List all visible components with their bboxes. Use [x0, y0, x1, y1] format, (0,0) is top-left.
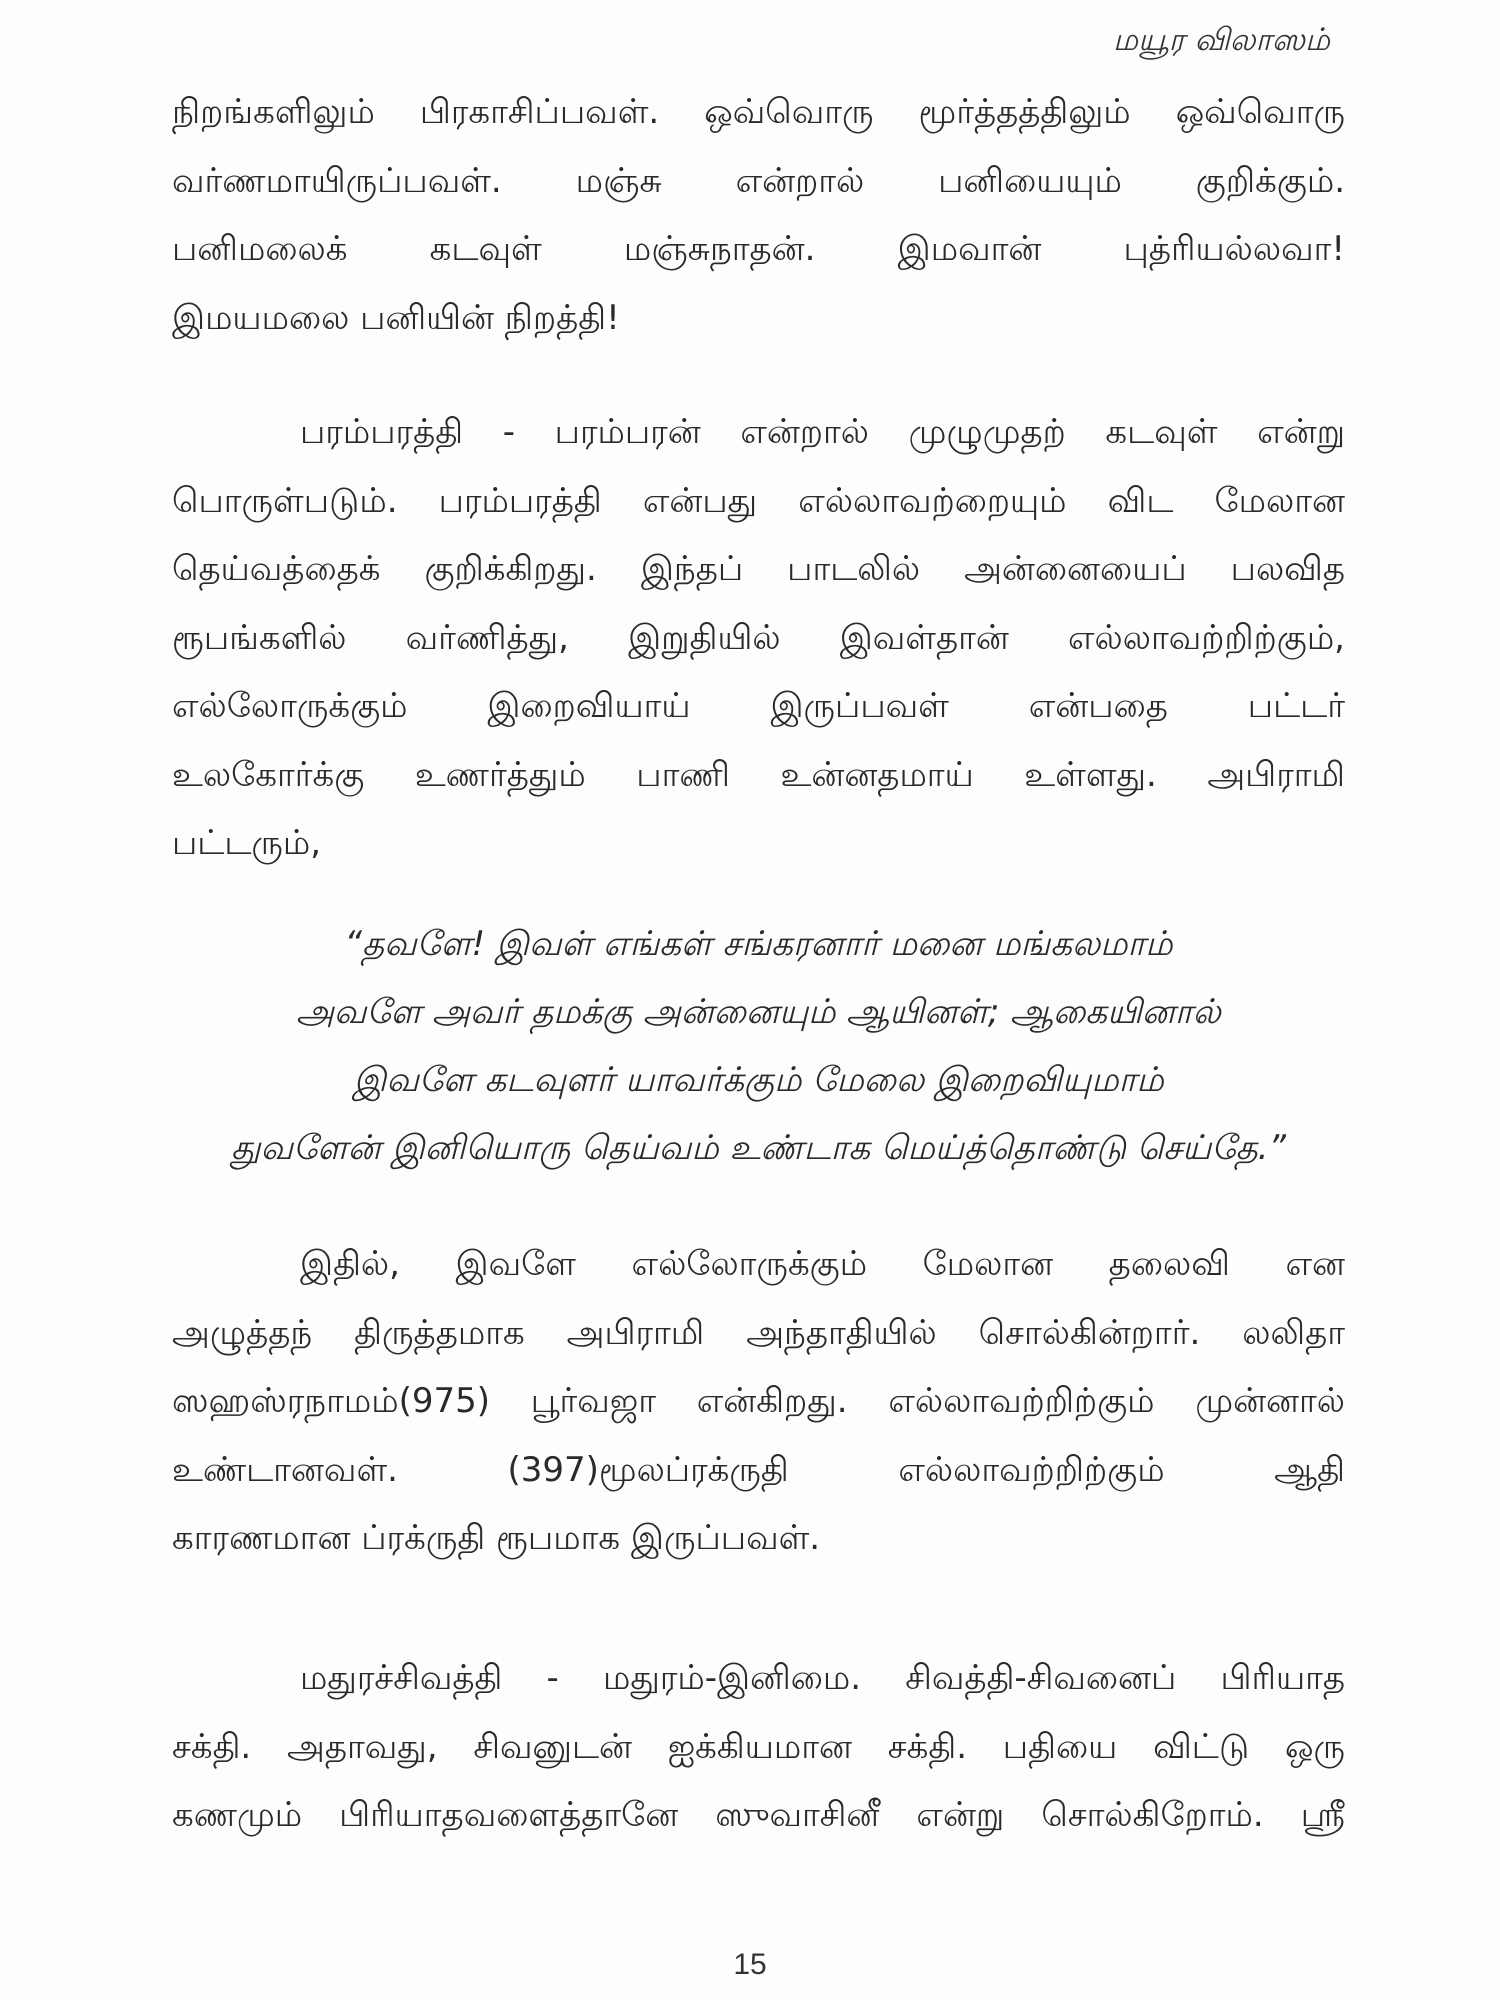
paragraph-line: அழுத்தந் திருத்தமாக அபிராமி அந்தாதியில் சொல்கின்றார். லலிதா: [172, 1312, 1345, 1353]
paragraph-line: உண்டானவள். (397)மூலப்ரக்ருதி எல்லாவற்றிற்கும் ஆதி: [172, 1449, 1345, 1490]
paragraph-line: வர்ணமாயிருப்பவள். மஞ்சு என்றால் பனியையும் குறிக்கும்.: [172, 160, 1345, 201]
paragraph-line: காரணமான ப்ரக்ருதி ரூபமாக இருப்பவள்.: [172, 1518, 821, 1558]
paragraph-line: இதில், இவளே எல்லோருக்கும் மேலான தலைவி என: [300, 1244, 1345, 1284]
paragraph-line: இமயமலை பனியின் நிறத்தி!: [172, 297, 620, 338]
verse-line: இவளே கடவுளர் யாவர்க்கும் மேலை இறைவியுமாம்: [353, 1060, 1164, 1100]
paragraph-line: ஸஹஸ்ரநாமம்(975) பூர்வஜா என்கிறது. எல்லாவற்றிற்கும் முன்னால்: [172, 1381, 1345, 1421]
paragraph-line: பரம்பரத்தி - பரம்பரன் என்றால் முழுமுதற் கடவுள் என்று: [300, 412, 1345, 452]
paragraph-line: நிறங்களிலும் பிரகாசிப்பவள். ஒவ்வொரு மூர்த்தத்திலும் ஒவ்வொரு: [172, 92, 1345, 132]
paragraph-line: தெய்வத்தைக் குறிக்கிறது. இந்தப் பாடலில் அன்னையைப் பலவித: [172, 549, 1345, 589]
paragraph-line: பட்டரும்,: [172, 823, 322, 863]
running-header-title: மயூர விலாஸம்: [1113, 22, 1330, 58]
paragraph-4: [172, 1644, 1345, 1850]
paragraph-line: கணமும் பிரியாதவளைத்தானே ஸுவாசினீ என்று சொல்கிறோம். ஸ்ரீ: [172, 1795, 1345, 1835]
paragraph-2: [172, 398, 1345, 878]
paragraph-line: ரூபங்களில் வர்ணித்து, இறுதியில் இவள்தான் எல்லாவற்றிற்கும்,: [172, 617, 1345, 658]
verse-line: அவளே அவர் தமக்கு அன்னையும் ஆயினள்; ஆகையினால்: [296, 992, 1221, 1032]
page-number: 15: [733, 1948, 767, 1981]
paragraph-line: மதுரச்சிவத்தி - மதுரம்-இனிமை. சிவத்தி-சிவனைப் பிரியாத: [300, 1658, 1345, 1698]
paragraph-1: [172, 78, 1345, 352]
paragraph-line: எல்லோருக்கும் இறைவியாய் இருப்பவள் என்பதை பட்டர்: [172, 686, 1345, 726]
paragraph-line: உலகோர்க்கு உணர்த்தும் பாணி உன்னதமாய் உள்ளது. அபிராமி: [172, 754, 1345, 795]
verse-line: துவளேன் இனியொரு தெய்வம் உண்டாக மெய்த்தொண்டு செய்தே.”: [230, 1128, 1287, 1168]
paragraph-line: பனிமலைக் கடவுள் மஞ்சுநாதன். இமவான் புத்ரியல்லவா!: [172, 229, 1345, 269]
paragraph-line: சக்தி. அதாவது, சிவனுடன் ஐக்கியமான சக்தி. பதியை விட்டு ஒரு: [172, 1726, 1345, 1767]
verse-quote: [172, 910, 1345, 1182]
paragraph-line: பொருள்படும். பரம்பரத்தி என்பது எல்லாவற்றையும் விட மேலான: [172, 480, 1345, 521]
paragraph-3: [172, 1230, 1345, 1573]
verse-line: “தவளே! இவள் எங்கள் சங்கரனார் மனை மங்கலமாம்: [344, 924, 1173, 964]
